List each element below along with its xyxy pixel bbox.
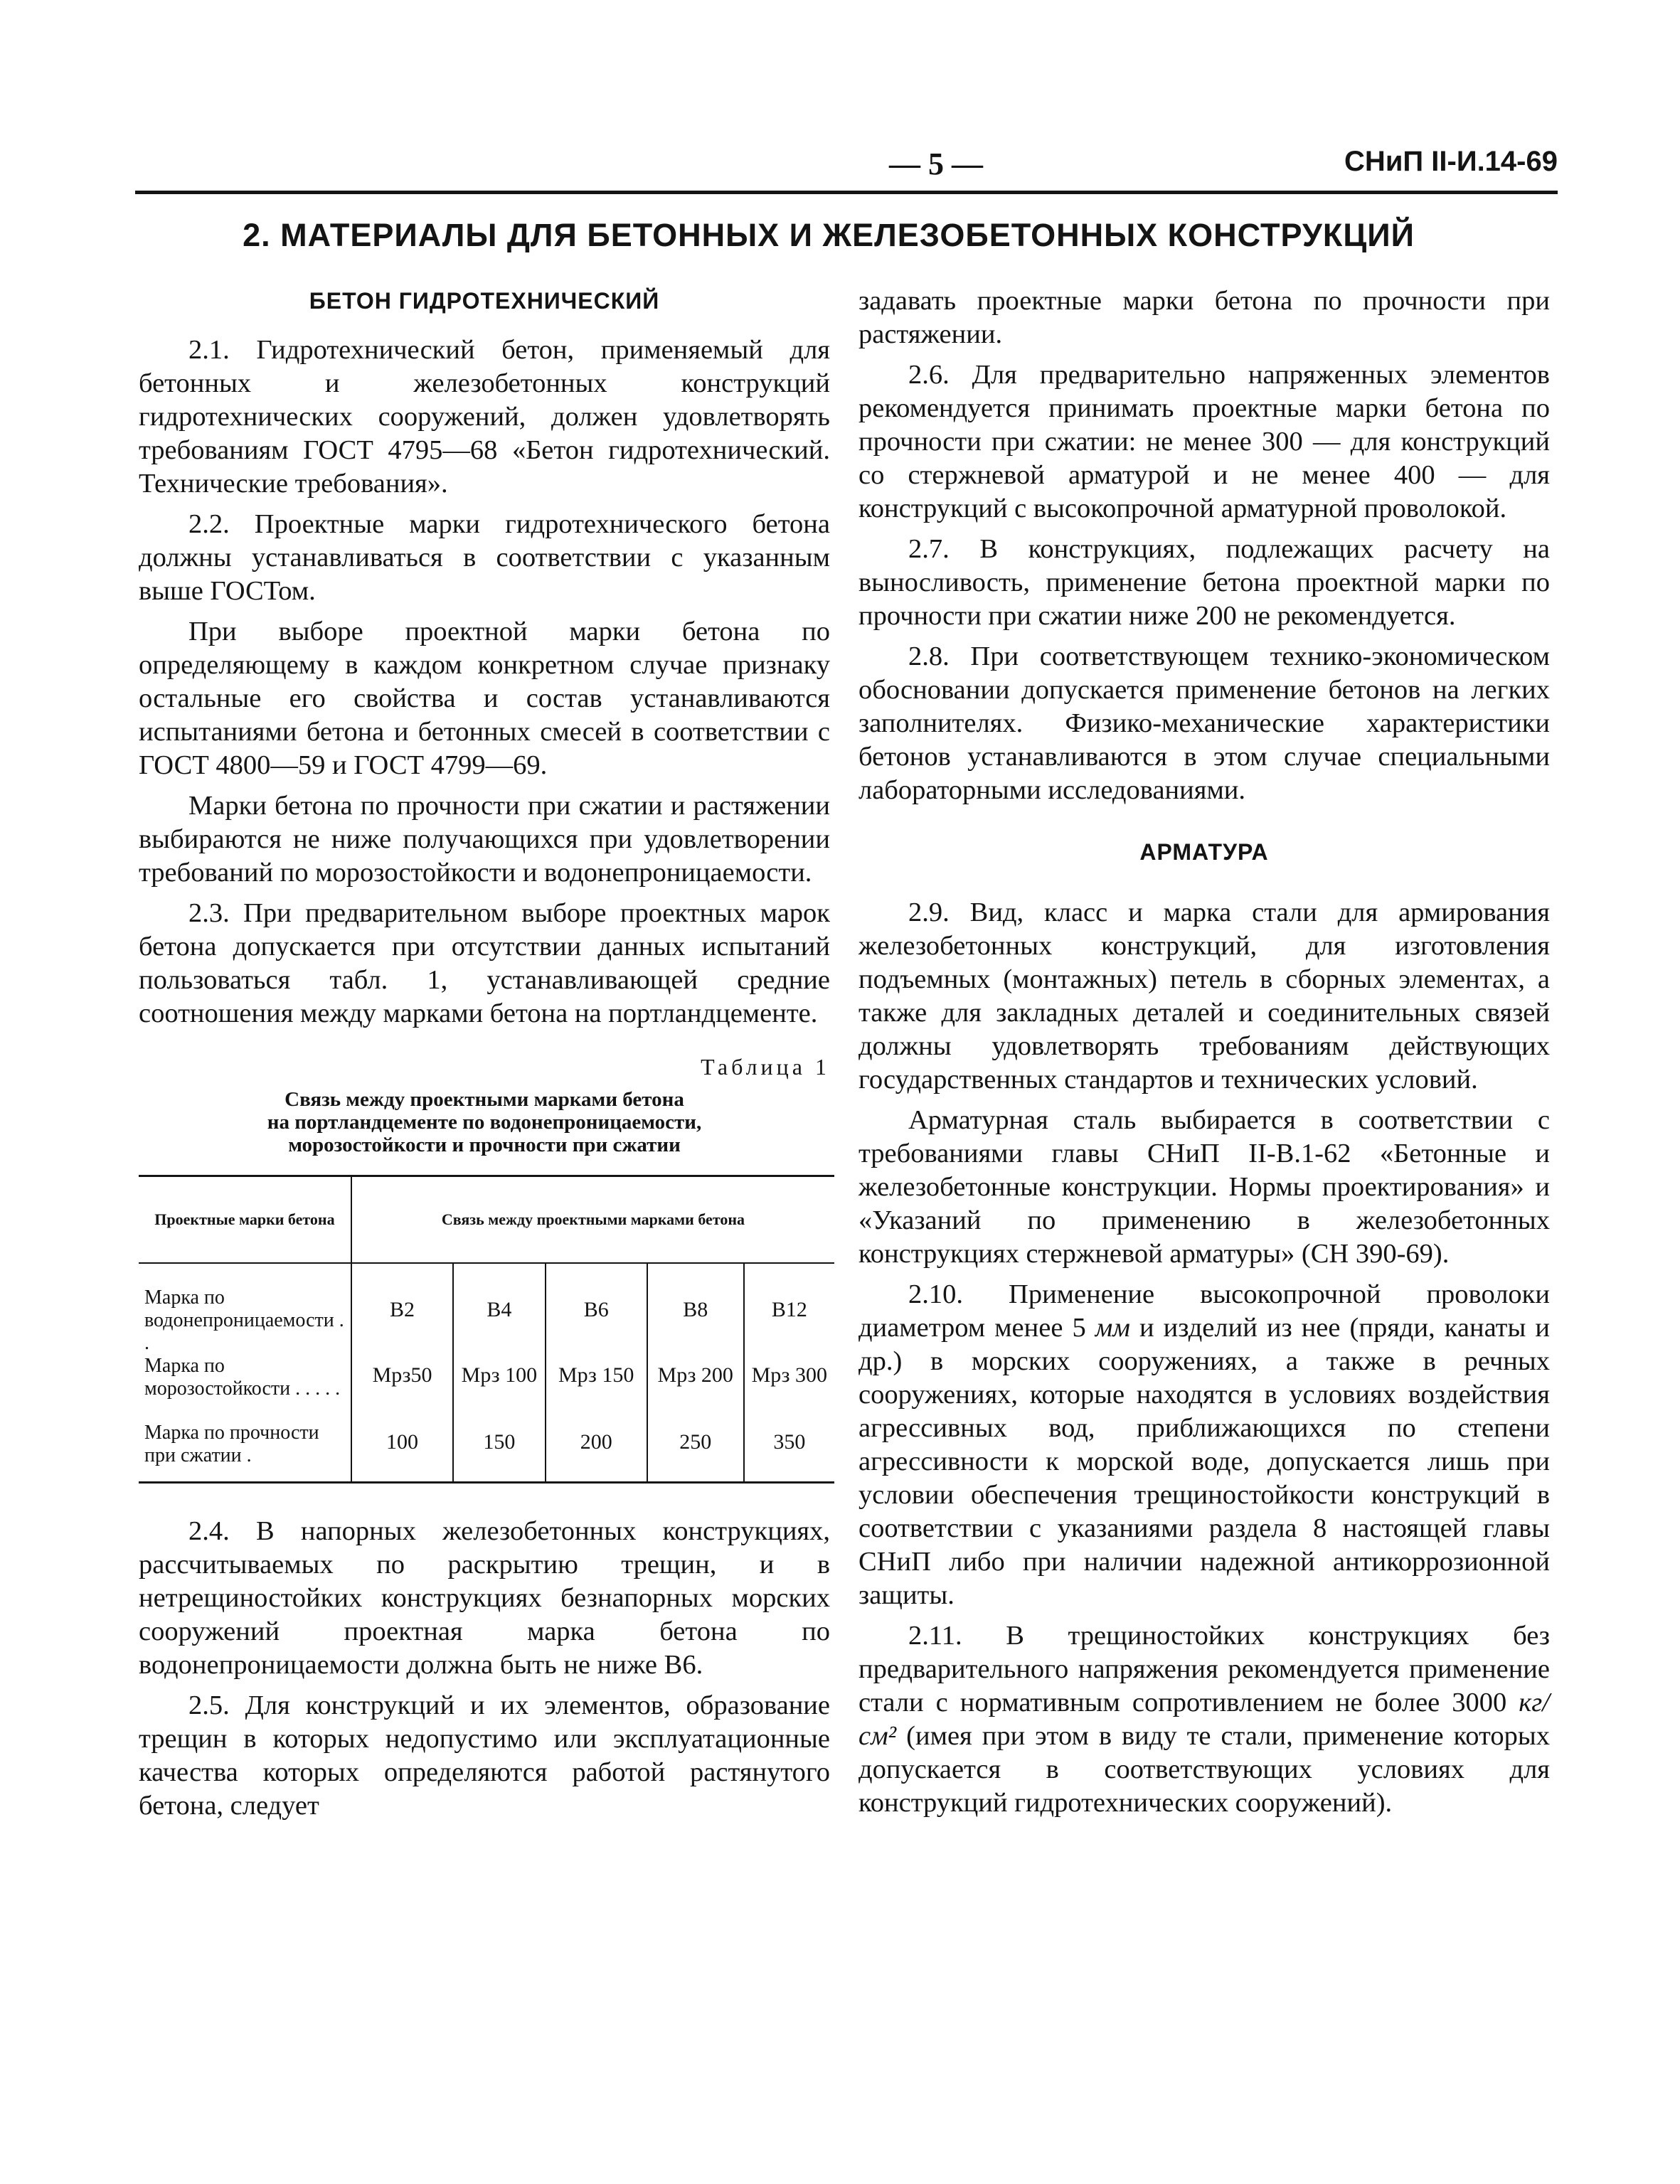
paragraph-2-10-text: 2.10. Применение высокопрочной проволоки диаметром менее 5 bbox=[858, 1279, 1550, 1343]
paragraph-2-3: 2.3. При предварительном выборе проектных марок бетона допускается при отсутствии данных испытаний пользоваться табл. 1, устанавливающей средние соотношения между марками бетона на портландцементе. bbox=[139, 898, 830, 1028]
frost-mark: Мрз 150 bbox=[558, 1363, 634, 1387]
table-label: Таблица 1 bbox=[701, 1054, 830, 1080]
paragraph-2-9: 2.9. Вид, класс и марка стали для армирования железобетонных конструкций, для изготовления подъемных (монтажных) петель в сборных элементах, а также для закладных деталей и соединительных связей должны удовлетворять требованиям действующих государственных стандартов и технических условий. bbox=[858, 897, 1550, 1094]
table-column-b8 bbox=[647, 1263, 744, 1483]
paragraph-2-5: 2.5. Для конструкций и их элементов, образование трещин в которых недопустимо или эксплуатационные качества которых определяются работой растянутого бетона, следует bbox=[139, 1690, 830, 1821]
table-row bbox=[139, 1263, 834, 1483]
paragraph-strength-marks: Марки бетона по прочности при сжатии и растяжении выбираются не ниже получающихся при удовлетворении требований по морозостойкости и водонепроницаемости. bbox=[139, 791, 830, 888]
strength-mark: 250 bbox=[679, 1430, 712, 1454]
strength-mark: 350 bbox=[773, 1430, 806, 1454]
paragraph-2-10-text: и изделий из нее (пряди, канаты и др.) в морских сооружениях, а также в речных сооружениях, которые находятся в условиях воздействия агрессивных вод, приближающихся по степени агрессивности к морской воде, допускается лишь при условии обеспечения трещиностойкости конструкций в соответствии с указаниями раздела 8 настоящей главы СНиП либо при наличии надежной антикоррозионной защиты. bbox=[858, 1313, 1550, 1610]
table-header-design-marks: Проектные марки бетона bbox=[139, 1176, 351, 1264]
concrete-marks-table bbox=[139, 1175, 834, 1483]
row-label-compressive-strength: Марка по прочности при сжатии . bbox=[144, 1422, 319, 1466]
paragraph-mark-selection: При выборе проектной марки бетона по определяющему в каждом конкретном случае признаку остальные его свойства и состав устанавливаются испытаниями бетона и бетонных смесей в соответствии с ГОСТ 4800—59 и ГОСТ 4799—69. bbox=[139, 617, 830, 780]
paragraph-2-11-text: (имея при этом в виду те стали, применение которых допускается в соответствующих условиях для конструкций гидротехнических сооружений). bbox=[858, 1721, 1550, 1818]
unit-mm: мм bbox=[1095, 1313, 1130, 1343]
paragraph-2-4: 2.4. В напорных железобетонных конструкциях, рассчитываемых по раскрытию трещин, и в нетрещиностойких конструкциях безнапорных морских сооружений проектная марка бетона по водонепроницаемости должна быть не ниже В6. bbox=[139, 1516, 830, 1680]
paragraph-2-11 bbox=[858, 1619, 1550, 1820]
unit-kg-per-cm2: кг/см² bbox=[858, 1688, 1550, 1751]
left-column bbox=[139, 284, 830, 1830]
water-mark: В4 bbox=[487, 1298, 512, 1321]
paragraph-2-6: 2.6. Для предварительно напряженных элементов рекомендуется принимать проектные марки бетона по прочности при сжатии: не менее 300 — для конструкций со стержневой арматурой и не менее 400 — для конструкций с высокопрочной арматурной проволокой. bbox=[858, 360, 1550, 523]
paragraph-2-5-continued: задавать проектные марки бетона по прочности при растяжении. bbox=[858, 286, 1550, 349]
paragraph-2-10 bbox=[858, 1278, 1550, 1612]
section-title: 2. МАТЕРИАЛЫ ДЛЯ БЕТОННЫХ И ЖЕЛЕЗОБЕТОННЫХ КОНСТРУКЦИЙ bbox=[243, 217, 1415, 253]
paragraph-2-2: 2.2. Проектные марки гидротехнического бетона должны устанавливаться в соответствии с указанным выше ГОСТом. bbox=[139, 509, 830, 606]
frost-mark: Мрз 200 bbox=[657, 1363, 733, 1387]
water-mark: В12 bbox=[771, 1298, 807, 1321]
table-column-b4 bbox=[453, 1263, 545, 1483]
document-code: СНиП II-И.14-69 bbox=[1344, 146, 1558, 177]
table-column-b6 bbox=[546, 1263, 647, 1483]
table-header-relation: Связь между проектными марками бетона bbox=[351, 1176, 834, 1264]
water-mark: В8 bbox=[683, 1298, 708, 1321]
frost-mark: Мрз50 bbox=[372, 1363, 432, 1387]
page-number: — 5 — bbox=[889, 147, 983, 181]
subheading-concrete: БЕТОН ГИДРОТЕХНИЧЕСКИЙ bbox=[309, 288, 660, 314]
table-caption-line: Связь между проектными марками бетона bbox=[285, 1088, 684, 1111]
header-rule bbox=[135, 191, 1558, 194]
table-caption bbox=[139, 1088, 830, 1156]
frost-mark: Мрз 100 bbox=[461, 1363, 538, 1387]
table-row-labels bbox=[139, 1263, 351, 1483]
table-column-b2 bbox=[351, 1263, 453, 1483]
row-label-frost-resistance: Марка по морозостойкости . . . . . bbox=[144, 1355, 341, 1400]
page-header bbox=[135, 146, 1558, 188]
strength-mark: 100 bbox=[386, 1430, 419, 1454]
paragraph-2-7: 2.7. В конструкциях, подлежащих расчету на выносливость, применение бетона проектной марки по прочности при сжатии ниже 200 не рекомендуется. bbox=[858, 534, 1550, 631]
table-caption-line: морозостойкости и прочности при сжатии bbox=[288, 1134, 681, 1156]
paragraph-2-11-text: 2.11. В трещиностойких конструкциях без предварительного напряжения рекомендуется применение стали с нормативным сопротивлением не более 3000 bbox=[858, 1621, 1550, 1717]
water-mark: В6 bbox=[583, 1298, 609, 1321]
table-header-row bbox=[139, 1176, 834, 1264]
table-column-b12 bbox=[744, 1263, 834, 1483]
subheading-reinforcement: АРМАТУРА bbox=[1139, 839, 1269, 865]
row-label-water-resistance: Марка по водонепроницаемости . . bbox=[144, 1287, 344, 1354]
table-caption-line: на портландцементе по водонепроницаемости, bbox=[267, 1111, 702, 1134]
frost-mark: Мрз 300 bbox=[751, 1363, 828, 1387]
paragraph-reinforcing-steel: Арматурная сталь выбирается в соответствии с требованиями главы СНиП II-В.1-62 «Бетонные и железобетонные конструкции. Нормы проектирования» и «Указаний по применению в железобетонных конструкциях стержневой арматуры» (СН 390-69). bbox=[858, 1105, 1550, 1269]
water-mark: В2 bbox=[390, 1298, 415, 1321]
paragraph-2-1: 2.1. Гидротехнический бетон, применяемый для бетонных и железобетонных конструкций гидротехнических сооружений, должен удовлетворять требованиям ГОСТ 4795—68 «Бетон гидротехнический. Технические требования». bbox=[139, 335, 830, 499]
strength-mark: 150 bbox=[483, 1430, 516, 1454]
paragraph-2-8: 2.8. При соответствующем технико-экономическом обосновании допускается применение бетонов на легких заполнителях. Физико-механические характеристики бетонов устанавливаются в этом случае специальными лабораторными исследованиями. bbox=[858, 641, 1550, 805]
strength-mark: 200 bbox=[580, 1430, 612, 1454]
right-column bbox=[858, 284, 1550, 1827]
